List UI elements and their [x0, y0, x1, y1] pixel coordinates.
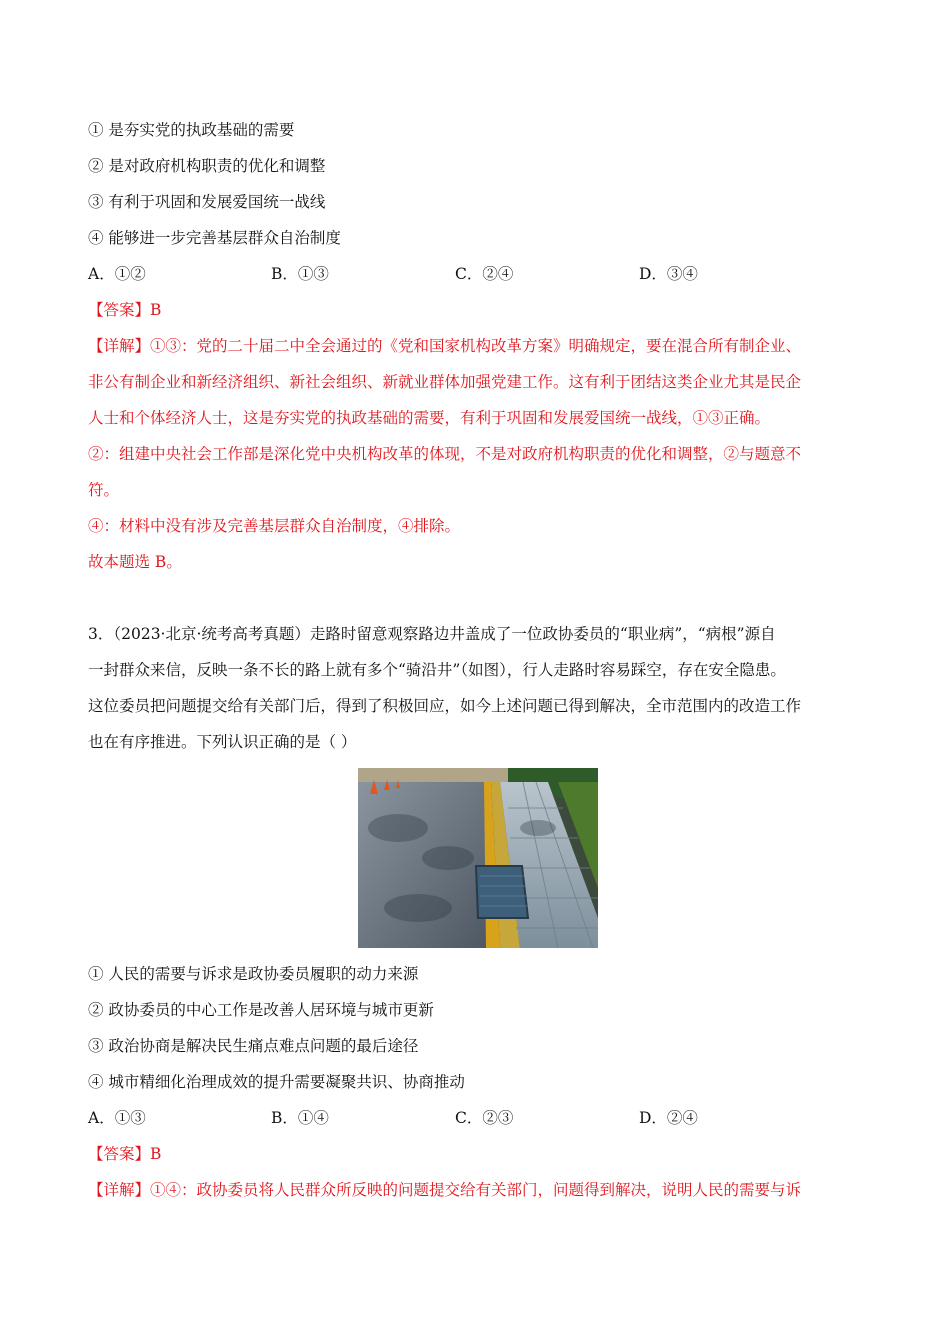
q2-options	[88, 112, 868, 256]
q3-options	[88, 956, 868, 1100]
q3-stem-line: 这位委员把问题提交给有关部门后，得到了积极回应，如今上述问题已得到解决，全市范围内的改造工作	[88, 697, 802, 715]
q3-explanation	[88, 1172, 868, 1208]
q3-stem-line: 一封群众来信，反映一条不长的路上就有多个“骑沿井”（如图），行人走路时容易踩空，存在安全隐患。	[88, 661, 786, 679]
q3-choice-a: A．①③	[88, 1109, 146, 1127]
q2-explain-line: 符。	[88, 481, 120, 499]
q3-stem	[88, 616, 868, 760]
q2-explain-line: 人士和个体经济人士，这是夯实党的执政基础的需要，有利于巩固和发展爱国统一战线，①③正确。	[88, 409, 771, 427]
q3-choices	[88, 1100, 868, 1136]
q2-explanation	[88, 328, 868, 580]
q2-choice-d: D．③④	[639, 265, 698, 283]
q3-option-2: ② 政协委员的中心工作是改善人居环境与城市更新	[88, 1001, 434, 1019]
q2-choices	[88, 256, 868, 292]
q3-stem-line: 也在有序推进。下列认识正确的是（ ）	[88, 733, 357, 751]
q2-choice-c: C．②④	[455, 265, 514, 283]
q2-explain-line: 故本题选 B。	[88, 553, 182, 571]
q2-explain-line: 非公有制企业和新经济组织、新社会组织、新就业群体加强党建工作。这有利于团结这类企业尤其是民企	[88, 373, 802, 391]
q2-explain-line: ②：组建中央社会工作部是深化党中央机构改革的体现，不是对政府机构职责的优化和调整，②与题意不	[88, 445, 802, 463]
q3-choice-d: D．②④	[639, 1109, 698, 1127]
q3-explain-line: 【详解】①④：政协委员将人民群众所反映的问题提交给有关部门，问题得到解决，说明人民的需要与诉	[88, 1181, 802, 1199]
sidewalk-manhole-photo	[358, 768, 598, 948]
q2-option-2: ② 是对政府机构职责的优化和调整	[88, 157, 326, 175]
q2-choice-a: A．①②	[88, 265, 146, 283]
q3-answer: 【答案】B	[88, 1145, 162, 1163]
q3-option-4: ④ 城市精细化治理成效的提升需要凝聚共识、协商推动	[88, 1073, 465, 1091]
q2-option-1: ① 是夯实党的执政基础的需要	[88, 121, 295, 139]
q3-option-3: ③ 政治协商是解决民生痛点难点问题的最后途径	[88, 1037, 419, 1055]
q3-choice-c: C．②③	[455, 1109, 514, 1127]
q3-option-1: ① 人民的需要与诉求是政协委员履职的动力来源	[88, 965, 419, 983]
q2-option-3: ③ 有利于巩固和发展爱国统一战线	[88, 193, 326, 211]
document-page	[88, 112, 868, 1208]
q3-stem-line: 3．（2023·北京·统考高考真题）走路时留意观察路边井盖成了一位政协委员的“职业病”，“病根”源自	[88, 625, 776, 643]
q2-explain-line: 【详解】①③：党的二十届二中全会通过的《党和国家机构改革方案》明确规定，要在混合所有制企业、	[88, 337, 802, 355]
q2-explain-line: ④：材料中没有涉及完善基层群众自治制度，④排除。	[88, 517, 461, 535]
sidewalk-manhole-illustration	[358, 768, 598, 948]
q2-answer: 【答案】B	[88, 301, 162, 319]
q2-choice-b: B．①③	[271, 265, 329, 283]
q2-option-4: ④ 能够进一步完善基层群众自治制度	[88, 229, 341, 247]
q3-choice-b: B．①④	[271, 1109, 329, 1127]
